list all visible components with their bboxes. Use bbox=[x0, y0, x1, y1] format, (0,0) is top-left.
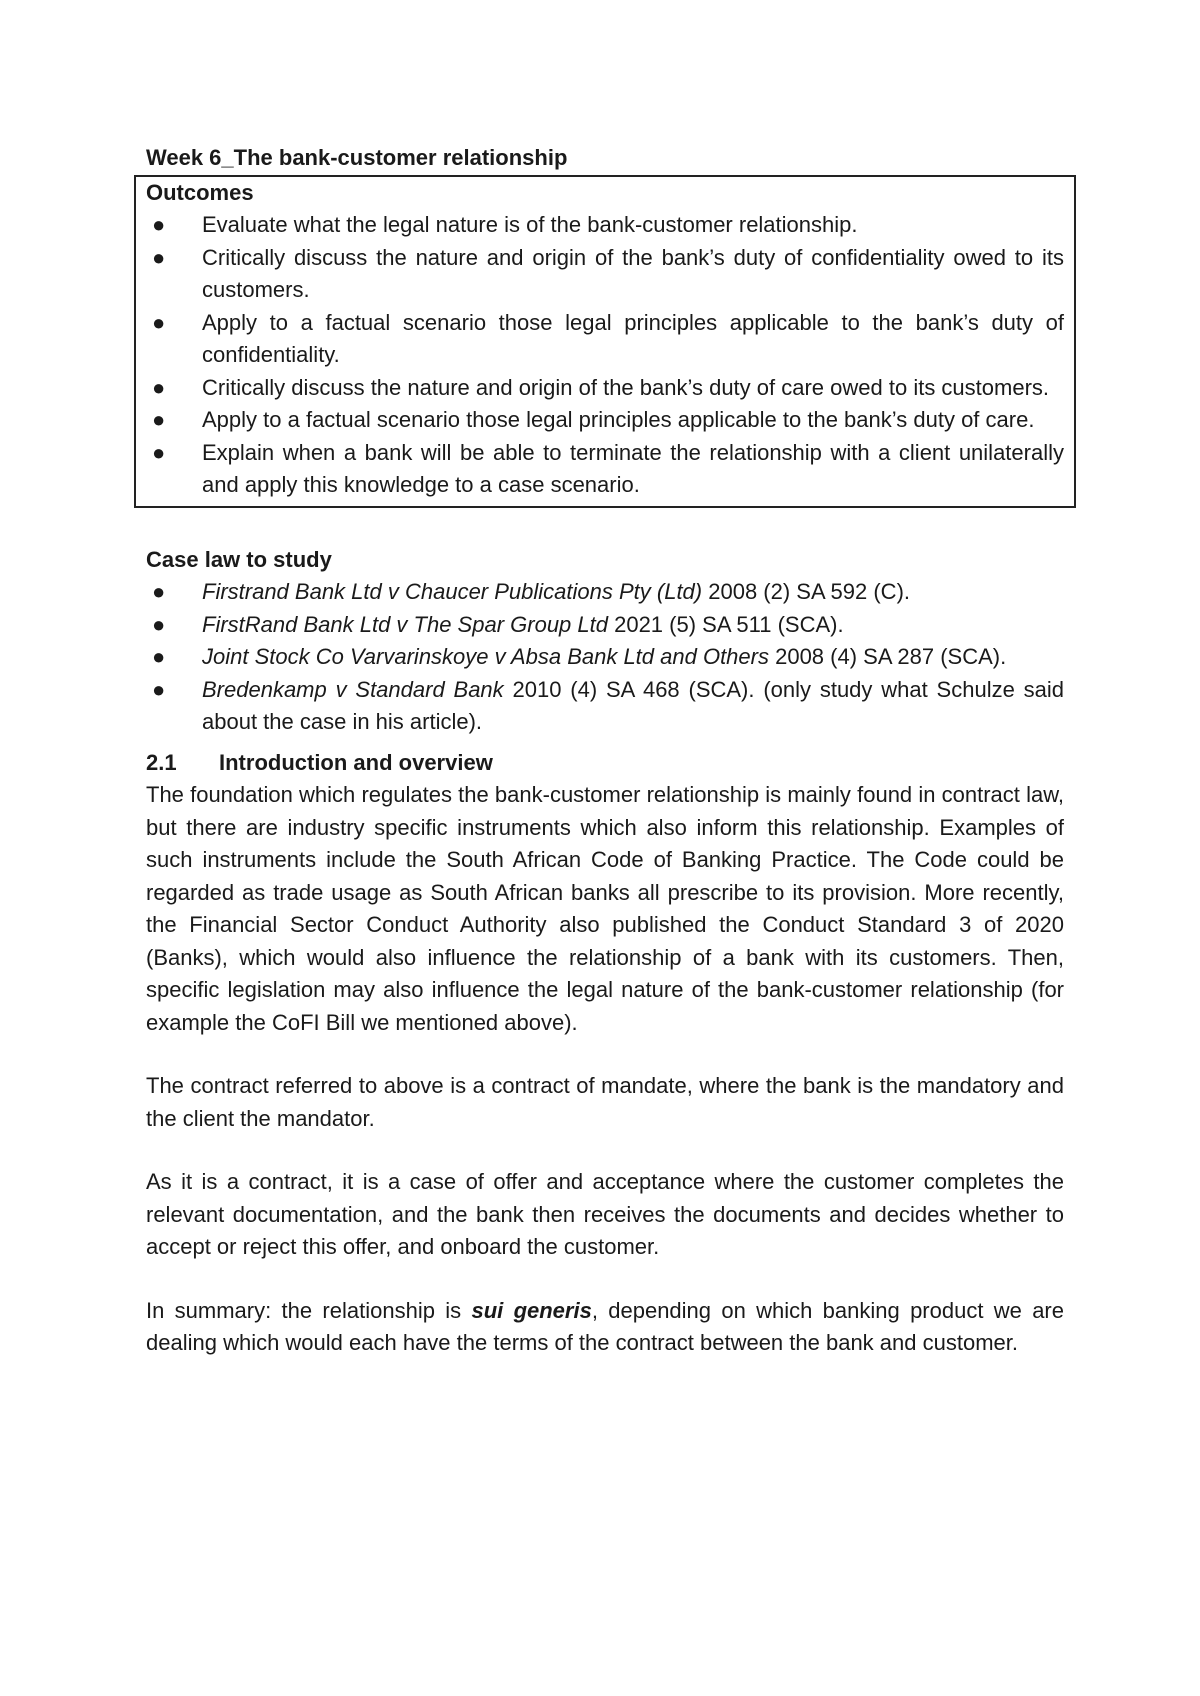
paragraph: The contract referred to above is a contract of mandate, where the bank is the mandatory and the client the mandator. bbox=[146, 1073, 1064, 1131]
bullet-icon: ● bbox=[152, 439, 166, 465]
bullet-icon: ● bbox=[152, 309, 166, 335]
outcome-text: Explain when a bank will be able to terminate the relationship with a client unilaterally and apply this knowledge to a case scenario. bbox=[202, 439, 1064, 497]
paragraph: The foundation which regulates the bank-customer relationship is mainly found in contract law, but there are industry specific instruments which also inform this relationship. Examples of such instruments include the South African Code of Banking Practice. The Code could be regarded as trade usage as South African banks all prescribe to its provision. More recently, the Financial Sector Conduct Authority also published the Conduct Standard 3 of 2020 (Banks), which would also influence the relationship of a bank with its customers. Then, specific legislation may also influence the legal nature of the bank-customer relationship (for example the CoFI Bill we mentioned above). bbox=[146, 782, 1064, 1035]
summary-text: In summary: the relationship is bbox=[146, 1297, 472, 1323]
bullet-icon: ● bbox=[152, 676, 166, 702]
summary-paragraph bbox=[146, 1295, 1064, 1360]
outcomes-list bbox=[146, 209, 1064, 502]
outcome-text: Apply to a factual scenario those legal principles applicable to the bank’s duty of confidentiality. bbox=[202, 309, 1064, 367]
case-law-heading: Case law to study bbox=[146, 546, 332, 572]
list-item bbox=[146, 372, 1064, 405]
outcomes-box bbox=[134, 175, 1076, 508]
case-name: Firstrand Bank Ltd v Chaucer Publications Pty (Ltd) bbox=[202, 579, 703, 604]
case-citation: 2008 (2) SA 592 (C). bbox=[702, 579, 911, 604]
bullet-icon: ● bbox=[152, 644, 166, 669]
outcome-text: Apply to a factual scenario those legal principles applicable to the bank’s duty of care. bbox=[202, 407, 1035, 432]
list-item bbox=[146, 674, 1064, 739]
list-item bbox=[146, 576, 1064, 609]
section-title: Introduction and overview bbox=[219, 749, 493, 775]
list-item bbox=[146, 641, 1064, 674]
list-item bbox=[146, 307, 1064, 372]
case-name: Bredenkamp v Standard Bank bbox=[202, 676, 504, 702]
page-title: Week 6_The bank-customer relationship bbox=[146, 145, 568, 170]
case-name: Joint Stock Co Varvarinskoye v Absa Bank Ltd and Others bbox=[202, 644, 769, 669]
case-citation: 2008 (4) SA 287 (SCA). bbox=[768, 644, 1007, 669]
outcome-text: Critically discuss the nature and origin of the bank’s duty of confidentiality owed to its customers. bbox=[202, 244, 1064, 302]
bullet-icon: ● bbox=[152, 407, 166, 432]
list-item bbox=[146, 437, 1064, 502]
case-citation: 2010 (4) SA 468 (SCA). (only study what Schulze said about the case in his article). bbox=[202, 676, 1065, 734]
section-number: 2.1 bbox=[146, 749, 177, 775]
bullet-icon: ● bbox=[152, 579, 166, 604]
list-item bbox=[146, 404, 1064, 437]
case-law-list bbox=[146, 576, 1064, 739]
list-item bbox=[146, 242, 1064, 307]
sui-generis-emphasis: sui generis bbox=[471, 1297, 592, 1323]
paragraph: As it is a contract, it is a case of offer and acceptance where the customer completes the relevant documentation, and the bank then receives the documents and decides whether to accept or reject this offer, and onboard the customer. bbox=[146, 1169, 1064, 1259]
case-name: FirstRand Bank Ltd v The Spar Group Ltd bbox=[202, 611, 608, 637]
outcomes-heading: Outcomes bbox=[146, 179, 254, 205]
list-item bbox=[146, 609, 1064, 642]
bullet-icon: ● bbox=[152, 244, 166, 270]
section-heading bbox=[146, 747, 1064, 780]
case-citation: 2021 (5) SA 511 (SCA). bbox=[607, 611, 844, 637]
outcome-text: Critically discuss the nature and origin of the bank’s duty of care owed to its customers. bbox=[202, 374, 1050, 400]
outcome-text: Evaluate what the legal nature is of the bank-customer relationship. bbox=[202, 212, 858, 237]
bullet-icon: ● bbox=[152, 374, 166, 400]
summary-text: , depending on which banking product we are dealing which would each have the terms of the contract between the bank and customer. bbox=[146, 1297, 1064, 1355]
bullet-icon: ● bbox=[152, 212, 166, 237]
document-page bbox=[146, 142, 1064, 1360]
bullet-icon: ● bbox=[152, 611, 166, 637]
list-item bbox=[146, 209, 1064, 242]
